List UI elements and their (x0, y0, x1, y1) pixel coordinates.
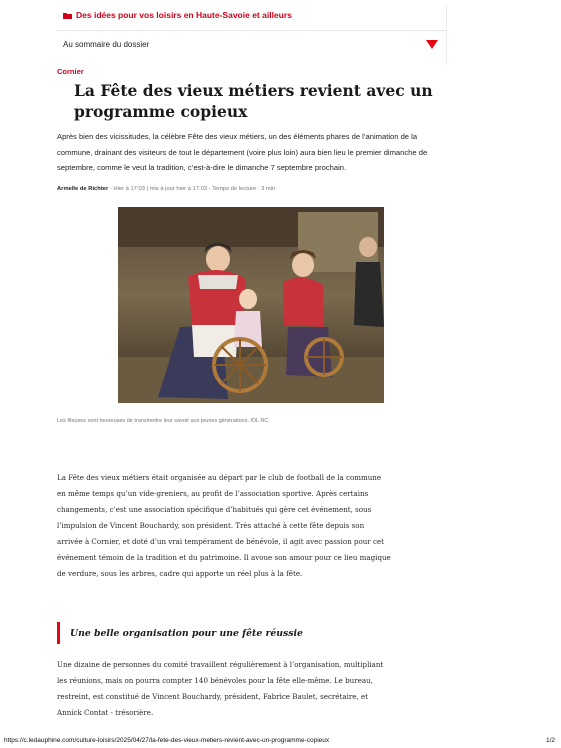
article-title: La Fête des vieux métiers revient avec un programme copieux (74, 81, 433, 121)
article-paragraph: La Fête des vieux métiers était organisée au départ par le club de football de la commune en même temps qu’un vide-greniers, au profit de l’association sportive. Après certains changements, c’est une association spécifique d’habitués qui gère cet événement, sous l’impulsion de Vincent Bouchardy, son président. Très attaché à cette fête depuis son arrivée à Cornier, et doté d’un vrai tempérament de bénévole, il agit avec passion pour cet événement témoin de la tradition et du patrimoine. Il avoue son amour pour ce lieu magique de verdure, sous les arbres, cadre qui apporte un réel plus à la fête. (57, 473, 391, 578)
byline (57, 186, 275, 192)
sommaire-dropdown[interactable] (63, 34, 438, 54)
footer-url[interactable]: https://c.ledauphine.com/culture-loisirs/2025/04/27/la-fete-des-vieux-metiers-revient-avec-un-programme-copieux (4, 737, 330, 744)
byline-meta: - Hier à 17:03 | mis à jour hier à 17:03 - Temps de lecture : 3 min (108, 186, 276, 192)
photo-caption: Les fileuses sont heureuses de transmettre leur savoir aux jeunes générations. /DL RC (57, 418, 269, 424)
dossier-link[interactable] (63, 10, 292, 20)
section-heading (57, 622, 395, 644)
article-photo[interactable] (118, 207, 384, 403)
spinners-photo (118, 207, 384, 403)
dossier-panel (57, 4, 447, 64)
dossier-link-label[interactable]: Des idées pour vos loisirs en Haute-Savoie et ailleurs (76, 10, 292, 20)
page-number: 1/2 (545, 737, 555, 744)
author-name[interactable]: Armelle de Richter (57, 186, 109, 192)
article-paragraph: Une dizaine de personnes du comité travaillent régulièrement à l’organisation, multipliant les réunions, mais on pourra compter 140 bénévoles pour la fête elle-même. Le bureau, restreint, est constitué de Vincent Bouchardy, président, Fabrice Baulet, secrétaire, et Annick Contat - trésorière. (57, 660, 384, 717)
divider (57, 30, 446, 31)
article-category[interactable]: Cornier (57, 67, 84, 76)
sommaire-label: Au sommaire du dossier (63, 39, 150, 49)
section-heading-text: Une belle organisation pour une fête réussie (70, 627, 303, 639)
folder-icon (63, 12, 72, 19)
article-lead: Après bien des vicissitudes, la célèbre Fête des vieux métiers, un des éléments phares de l’animation de la commune, drainant des visiteurs de tout le département (voire plus loin) aura bien lieu le premier dimanche de septembre, comme le veut la tradition, c’est-à-dire le dimanche 7 septembre prochain. (57, 132, 428, 173)
chevron-down-icon[interactable] (426, 40, 438, 49)
